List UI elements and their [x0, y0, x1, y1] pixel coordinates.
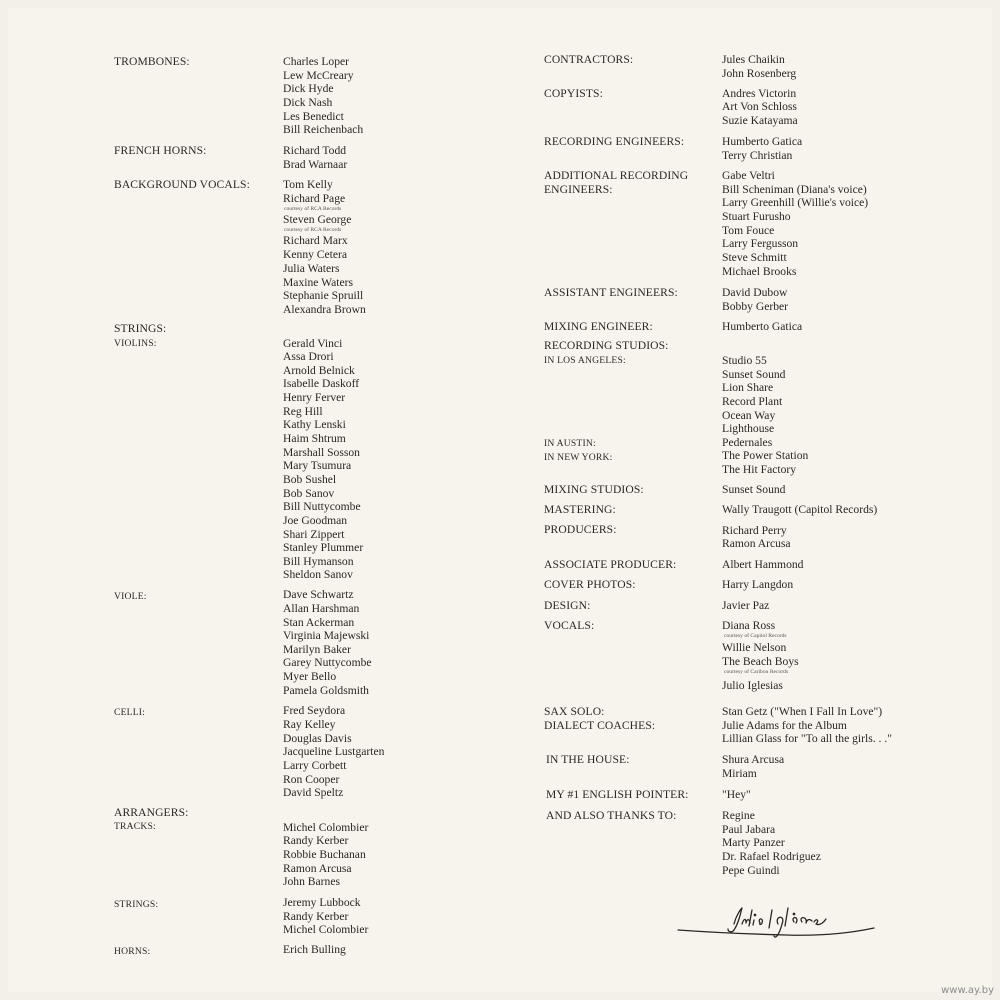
credit-name: Ramon Arcusa	[283, 862, 352, 875]
credit-name: Ron Cooper	[283, 773, 340, 786]
credit-name: Brad Warnaar	[283, 158, 348, 171]
credit-name: Allan Harshman	[283, 602, 360, 615]
credit-name: Stan Ackerman	[283, 616, 355, 629]
credit-name: Art Von Schloss	[722, 100, 797, 113]
dialect-coaches-label: DIALECT COACHES:	[544, 719, 656, 732]
credit-name: Michael Brooks	[722, 265, 797, 278]
credit-name: Ocean Way	[722, 409, 776, 422]
watermark: www.ay.by	[941, 985, 994, 996]
credit-name: Randy Kerber	[283, 834, 349, 847]
credit-name: Sunset Sound	[722, 368, 786, 381]
credit-name: Wally Traugott (Capitol Records)	[722, 503, 878, 516]
additional-engineers-label-line2: ENGINEERS:	[544, 183, 613, 196]
courtesy-note: courtesy of RCA Records	[284, 206, 342, 212]
credit-name: Bill Nuttycombe	[283, 500, 361, 513]
credit-name: "Hey"	[722, 788, 751, 801]
credit-name: The Power Station	[722, 449, 809, 462]
new-york-label: IN NEW YORK:	[544, 452, 613, 463]
credit-name: Sunset Sound	[722, 483, 786, 496]
credit-name: Dr. Rafael Rodriguez	[722, 850, 821, 863]
design-label: DESIGN:	[544, 599, 591, 612]
mixing-engineer-label: MIXING ENGINEER:	[544, 320, 653, 333]
credit-name: The Hit Factory	[722, 463, 797, 476]
credit-name: Stan Getz ("When I Fall In Love")	[722, 705, 883, 718]
credit-name: Erich Bulling	[283, 943, 346, 956]
associate-producer-label: ASSOCIATE PRODUCER:	[544, 558, 677, 571]
credit-name: David Dubow	[722, 286, 788, 299]
credit-name: Julia Waters	[283, 262, 340, 275]
credit-name: Gerald Vinci	[283, 337, 343, 350]
credit-name: The Beach Boys	[722, 655, 799, 668]
credit-name: Jules Chaikin	[722, 53, 785, 66]
credit-name: Haim Shtrum	[283, 432, 346, 445]
credit-name: Pedernales	[722, 436, 773, 449]
tracks-label: TRACKS:	[114, 821, 156, 832]
recording-studios-label: RECORDING STUDIOS:	[544, 339, 669, 352]
credit-name: Paul Jabara	[722, 823, 776, 836]
trombones-label: TROMBONES:	[114, 55, 190, 68]
credit-name: Lew McCreary	[283, 69, 354, 82]
sax-solo-label: SAX SOLO:	[544, 705, 605, 718]
credit-name: Lighthouse	[722, 422, 775, 435]
credit-name: John Rosenberg	[722, 67, 797, 80]
credit-name: Myer Bello	[283, 670, 337, 683]
credit-name: Julio Iglesias	[722, 679, 783, 692]
credit-name: Kathy Lenski	[283, 418, 346, 431]
credit-name: Willie Nelson	[722, 641, 787, 654]
credit-name: Lillian Glass for "To all the girls. . ."	[722, 732, 892, 745]
credit-name: Arnold Belnick	[283, 364, 355, 377]
credit-name: Bobby Gerber	[722, 300, 789, 313]
credit-name: Lion Share	[722, 381, 774, 394]
credit-name: Virginia Majewski	[283, 629, 370, 642]
english-pointer-label: MY #1 ENGLISH POINTER:	[546, 788, 689, 801]
credit-name: Jeremy Lubbock	[283, 896, 361, 909]
credit-name: Terry Christian	[722, 149, 793, 162]
credit-name: Reg Hill	[283, 405, 323, 418]
mixing-studios-label: MIXING STUDIOS:	[544, 483, 644, 496]
credit-name: Kenny Cetera	[283, 248, 348, 261]
french-horns-label: FRENCH HORNS:	[114, 144, 207, 157]
credit-name: Larry Greenhill (Willie's voice)	[722, 196, 869, 209]
copyists-label: COPYISTS:	[544, 87, 603, 100]
credit-name: Douglas Davis	[283, 732, 352, 745]
viole-label: VIOLE:	[114, 591, 147, 602]
mastering-label: MASTERING:	[544, 503, 616, 516]
credit-name: Assa Drori	[283, 350, 334, 363]
strings-arrangers-label: STRINGS:	[114, 899, 159, 910]
credit-name: Richard Perry	[722, 524, 787, 537]
credit-name: Shura Arcusa	[722, 753, 785, 766]
credit-name: Richard Marx	[283, 234, 348, 247]
credit-name: Bob Sushel	[283, 473, 337, 486]
recording-engineers-label: RECORDING ENGINEERS:	[544, 135, 685, 148]
credit-name: Dick Nash	[283, 96, 333, 109]
credit-name: Dick Hyde	[283, 82, 334, 95]
credit-name: Pamela Goldsmith	[283, 684, 369, 697]
credit-name: Bob Sanov	[283, 487, 335, 500]
credit-name: Diana Ross	[722, 619, 776, 632]
thanks-label: AND ALSO THANKS TO:	[546, 809, 677, 822]
credit-name: Pepe Guindi	[722, 864, 780, 877]
credit-name: Stephanie Spruill	[283, 289, 364, 302]
credit-name: Isabelle Daskoff	[283, 377, 360, 390]
credit-name: Joe Goodman	[283, 514, 348, 527]
credit-name: Randy Kerber	[283, 910, 349, 923]
credit-name: Humberto Gatica	[722, 320, 803, 333]
assistant-engineers-label: ASSISTANT ENGINEERS:	[544, 286, 678, 299]
credit-name: Michel Colombier	[283, 821, 369, 834]
credit-name: Tom Fouce	[722, 224, 775, 237]
vocals-label: VOCALS:	[544, 619, 595, 632]
cover-photos-label: COVER PHOTOS:	[544, 578, 636, 591]
courtesy-note: courtesy of RCA Records	[284, 227, 342, 233]
credit-name: Humberto Gatica	[722, 135, 803, 148]
credit-name: David Speltz	[283, 786, 344, 799]
credit-name: Mary Tsumura	[283, 459, 352, 472]
credit-name: Richard Todd	[283, 144, 347, 157]
credit-name: Suzie Katayama	[722, 114, 798, 127]
credit-name: Harry Langdon	[722, 578, 794, 591]
contractors-label: CONTRACTORS:	[544, 53, 634, 66]
credit-name: Julie Adams for the Album	[722, 719, 847, 732]
credit-name: Bill Scheniman (Diana's voice)	[722, 183, 867, 196]
credit-name: Ray Kelley	[283, 718, 336, 731]
credit-name: Les Benedict	[283, 110, 344, 123]
credit-name: Sheldon Sanov	[283, 568, 353, 581]
credit-name: Miriam	[722, 767, 757, 780]
credit-name: Steven George	[283, 213, 352, 226]
credit-name: Larry Corbett	[283, 759, 347, 772]
credit-name: Javier Paz	[722, 599, 770, 612]
background-vocals-label: BACKGROUND VOCALS:	[114, 178, 250, 191]
credit-name: Alexandra Brown	[283, 303, 366, 316]
credit-name: Stanley Plummer	[283, 541, 364, 554]
credit-name: Ramon Arcusa	[722, 537, 791, 550]
credit-name: Shari Zippert	[283, 528, 345, 541]
credit-name: Marty Panzer	[722, 836, 785, 849]
credit-name: John Barnes	[283, 875, 340, 888]
strings-label: STRINGS:	[114, 322, 167, 335]
credit-name: Henry Ferver	[283, 391, 346, 404]
courtesy-note: courtesy of Capitol Records	[724, 633, 787, 639]
credit-name: Dave Schwartz	[283, 588, 354, 601]
producers-label: PRODUCERS:	[544, 523, 617, 536]
credit-name: Record Plant	[722, 395, 783, 408]
credit-name: Michel Colombier	[283, 923, 369, 936]
credit-name: Bill Hymanson	[283, 555, 354, 568]
signature	[676, 902, 896, 952]
credit-name: Charles Loper	[283, 55, 349, 68]
violins-label: VIOLINS:	[114, 338, 157, 349]
in-the-house-label: IN THE HOUSE:	[546, 753, 630, 766]
additional-engineers-label: ADDITIONAL RECORDING	[544, 169, 689, 182]
credit-name: Albert Hammond	[722, 558, 804, 571]
austin-label: IN AUSTIN:	[544, 438, 596, 449]
credit-name: Bill Reichenbach	[283, 123, 364, 136]
credit-name: Andres Victorin	[722, 87, 797, 100]
credit-name: Maxine Waters	[283, 276, 354, 289]
celli-label: CELLI:	[114, 707, 146, 718]
credit-name: Garey Nuttycombe	[283, 656, 372, 669]
horns-label: HORNS:	[114, 946, 151, 957]
los-angeles-label: IN LOS ANGELES:	[544, 355, 626, 366]
credit-name: Tom Kelly	[283, 178, 333, 191]
credit-name: Regine	[722, 809, 755, 822]
credits-sheet	[8, 8, 992, 992]
credit-name: Fred Seydora	[283, 704, 346, 717]
credit-name: Larry Fergusson	[722, 237, 799, 250]
credit-name: Stuart Furusho	[722, 210, 791, 223]
credit-name: Robbie Buchanan	[283, 848, 366, 861]
credit-name: Marshall Sosson	[283, 446, 360, 459]
credit-name: Marilyn Baker	[283, 643, 351, 656]
credit-name: Gabe Veltri	[722, 169, 775, 182]
courtesy-note: courtesy of Caribou Records	[724, 669, 789, 675]
credit-name: Steve Schmitt	[722, 251, 787, 264]
arrangers-label: ARRANGERS:	[114, 806, 189, 819]
credit-name: Studio 55	[722, 354, 767, 367]
credit-name: Jacqueline Lustgarten	[283, 745, 385, 758]
credit-name: Richard Page	[283, 192, 346, 205]
